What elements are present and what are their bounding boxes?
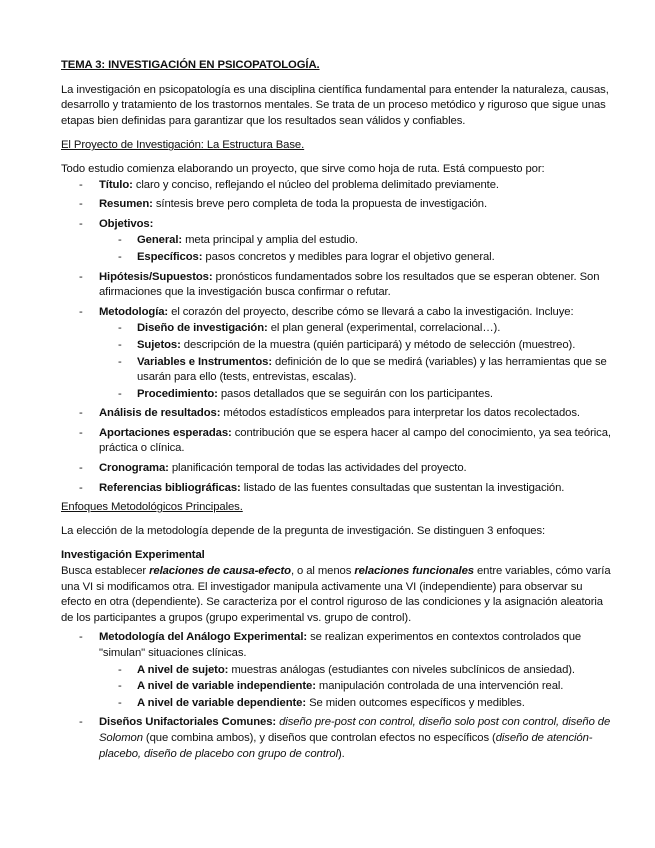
item-text: el corazón del proyecto, describe cómo se llevará a cabo la investigación. Incluye: [168,305,574,318]
subitem-text: el plan general (experimental, correlacional…). [267,322,501,335]
subitem-text: Se miden outcomes específicos y medibles. [306,696,525,709]
section-heading-proyecto: El Proyecto de Investigación: La Estructura Base. [61,139,305,152]
subitem-text: pasos detallados que se seguirán con los participantes. [217,387,493,400]
sublist-item [99,321,615,337]
list-item [61,461,615,477]
disenos-italic-3: diseño de atención-placebo, diseño de placebo con grupo de control [99,731,593,760]
disenos-italic-1: diseño pre-post con control, diseño solo post con control, diseño de Solomon [99,716,611,744]
list-item [61,305,615,403]
item-text: claro y conciso, reflejando el núcleo del problema delimitado previamente. [132,178,499,191]
list-item [61,630,615,711]
item-text: síntesis breve pero completa de toda la propuesta de investigación. [152,198,488,211]
subitem-label: Específicos: [137,250,203,263]
list-item [61,481,615,497]
sublist-item [99,387,615,403]
document-title: TEMA 3: INVESTIGACIÓN EN PSICOPATOLOGÍA. [61,59,320,71]
list-item [61,217,615,266]
subitem-label: A nivel de variable dependiente: [137,696,307,709]
metodologia-sublist [99,321,615,402]
item-label: Resumen: [99,198,153,211]
sublist-item [99,696,615,712]
list-item [61,715,615,762]
experimental-emphasis-causa: relaciones de causa-efecto [149,565,291,578]
list-item [61,270,615,301]
objetivos-sublist [99,233,615,265]
item-label: Análisis de resultados: [99,407,221,420]
section-lead-enfoques: La elección de la metodología depende de la pregunta de investigación. Se distinguen 3 enfoques: [61,524,546,537]
intro-paragraph: La investigación en psicopatología es una disciplina científica fundamental para entender la naturaleza, causas, desarrollo y tratamiento de los trastornos mentales. Se trata de un proceso metódico y riguroso que sigue unas etapas bien definidas para garantizar que los resultados sean válidos y confiables. [61,83,609,127]
experimental-emphasis-funcionales: relaciones funcionales [354,565,474,578]
experimental-paragraph [61,564,615,626]
item-label: Diseños Unifactoriales Comunes: [99,716,277,729]
item-label: Objetivos: [99,217,154,230]
sublist-item [99,663,615,679]
list-item [61,406,615,422]
item-text: listado de las fuentes consultadas que sustentan la investigación. [240,481,565,494]
item-label: Referencias bibliográficas: [99,481,241,494]
subitem-text: pasos concretos y medibles para lograr el objetivo general. [202,250,495,263]
subitem-text: muestras análogas (estudiantes con niveles subclínicos de ansiedad). [228,663,575,676]
subitem-text: manipulación controlada de una intervención real. [315,680,564,693]
item-label: Título: [99,178,133,191]
section-lead-proyecto: Todo estudio comienza elaborando un proyecto, que sirve como hoja de ruta. Está compuesto por: [61,162,545,175]
disenos-text-2: (que combina ambos), y diseños que controlan efectos no específicos ( [142,731,496,744]
subitem-label: Procedimiento: [137,387,218,400]
sublist-item [99,679,615,695]
proyecto-list [61,178,615,497]
subitem-label: Sujetos: [137,338,181,351]
list-item [61,197,615,213]
item-text: contribución que se espera hacer al campo del conocimiento, ya sea teórica, práctica o clínica. [99,426,611,455]
item-label: Aportaciones esperadas: [99,426,232,439]
analogo-sublist [99,663,615,712]
sublist-item [99,355,615,386]
item-label: Cronograma: [99,462,169,475]
item-text: pronósticos fundamentados sobre los resultados que se esperan obtener. Son afirmaciones que la investigación busca confirmar o refutar. [99,270,600,299]
item-text: planificación temporal de todas las actividades del proyecto. [168,462,467,475]
subitem-label: Diseño de investigación: [137,322,268,335]
list-item [61,178,615,194]
subitem-label: A nivel de sujeto: [137,663,229,676]
experimental-list [61,630,615,762]
sublist-item [99,233,615,249]
subitem-label: Variables e Instrumentos: [137,355,272,368]
subitem-text: meta principal y amplia del estudio. [182,234,358,247]
subitem-label: General: [137,234,183,247]
subitem-label: A nivel de variable independiente: [137,680,316,693]
sublist-item [99,338,615,354]
list-item [61,426,615,457]
subitem-text: definición de lo que se medirá (variables) y las herramientas que se usarán para ello (tests, entrevistas, escalas). [137,355,607,384]
experimental-text-e: entre variables, cómo varía una VI si modificamos otra. El investigador manipula activamente una VI (independiente) para observar su efecto en otra (dependiente). Se caracteriza por el control riguroso de las condiciones y la asignación aleatoria de los participantes a grupos (grupo experimental vs. grupo de control). [61,565,611,624]
item-label: Metodología: [99,305,169,318]
section-heading-enfoques: Enfoques Metodológicos Principales. [61,501,243,514]
item-label: Metodología del Análogo Experimental: [99,631,308,644]
item-text: se realizan experimentos en contextos controlados que "simulan" situaciones clínicas. [99,631,582,659]
item-text: métodos estadísticos empleados para interpretar los datos recolectados. [220,407,580,420]
disenos-text-4: ). [338,747,345,760]
sublist-item [99,250,615,266]
subitem-text: descripción de la muestra (quién participará) y método de selección (muestreo). [180,338,576,351]
experimental-text-a: Busca establecer [61,565,150,578]
subsection-heading-experimental: Investigación Experimental [61,549,205,562]
experimental-text-c: , o al menos [290,565,355,578]
item-label: Hipótesis/Supuestos: [99,270,213,283]
